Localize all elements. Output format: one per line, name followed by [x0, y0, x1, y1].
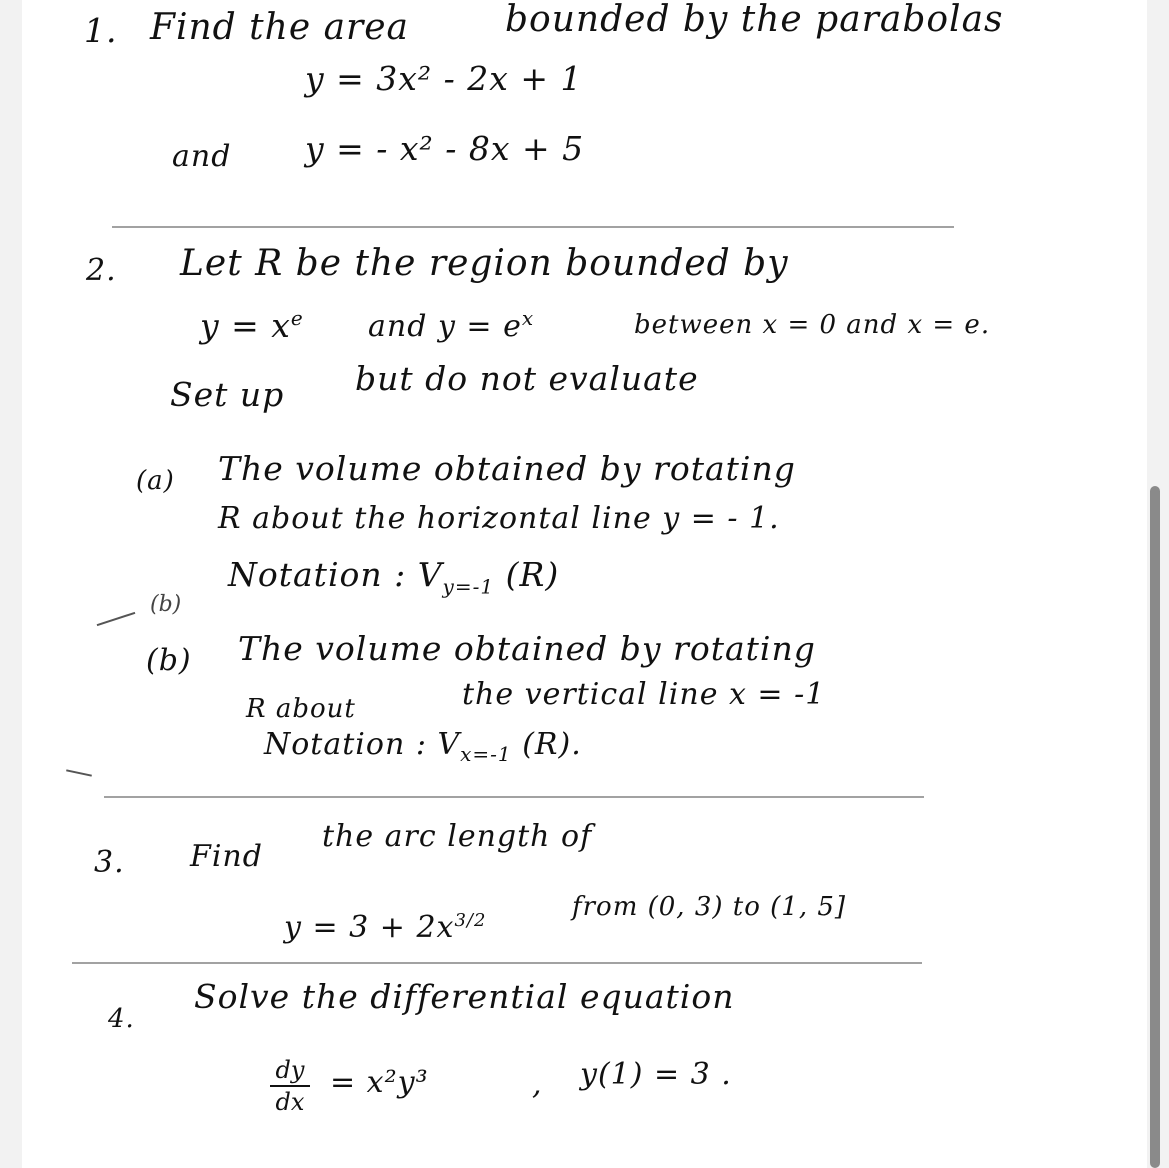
problem-3-equation: [284, 912, 486, 943]
problem-2-curve-1-base: y = x: [200, 306, 291, 345]
part-a-label: (a): [136, 466, 175, 496]
problem-2-line-1: Let R be the region bounded by: [180, 243, 789, 284]
separator-2: [104, 796, 924, 798]
part-b-line-2b: the vertical line x = -1: [462, 677, 826, 712]
problem-2-curve-2-base: and y = e: [368, 309, 522, 344]
part-a-line-2: R about the horizontal line y = - 1.: [218, 501, 780, 536]
problem-1-and: and: [172, 139, 232, 174]
problem-3-text-b: the arc length of: [322, 819, 593, 854]
stray-mark-label: (b): [150, 592, 182, 617]
problem-4-comma: ,: [532, 1067, 543, 1102]
problem-1-text-a: Find the area: [150, 7, 410, 48]
part-b-notation-label: Notation : V: [264, 727, 461, 762]
part-a-notation-label: Notation : V: [228, 555, 443, 594]
part-b-notation: [264, 727, 582, 766]
problem-2-curve-2-exponent: x: [521, 306, 535, 330]
part-a-notation-subscript: y=-1: [442, 574, 495, 599]
problem-4-initial-condition: y(1) = 3 .: [580, 1057, 732, 1092]
part-b-notation-subscript: x=-1: [460, 742, 512, 766]
derivative-fraction: [270, 1058, 310, 1114]
part-a-line-1: The volume obtained by rotating: [218, 449, 796, 488]
fraction-bar: [270, 1085, 310, 1087]
problem-3-text-a: Find: [190, 839, 263, 874]
problem-4-number: 4.: [108, 1004, 135, 1034]
problem-2-instruction: but do not evaluate: [355, 359, 699, 398]
problem-3-equation-exponent: 3/2: [454, 910, 487, 931]
problem-2-number: 2.: [86, 253, 117, 288]
problem-1-equation-1: y = 3x² - 2x + 1: [305, 59, 583, 98]
problem-2-curve-1: [200, 306, 304, 345]
problem-3-number: 3.: [94, 845, 125, 880]
part-b-line-2a: R about: [246, 694, 356, 724]
separator-1: [112, 226, 954, 228]
part-a-notation: [228, 555, 560, 599]
problem-2-set-up: Set up: [170, 375, 285, 414]
problem-2-bounds: between x = 0 and x = e.: [634, 310, 991, 340]
stray-pen-stroke-1: [97, 612, 136, 626]
problem-1-number: 1.: [84, 11, 118, 50]
derivative-numerator: dy: [275, 1056, 305, 1084]
problem-4-text: Solve the differential equation: [194, 977, 735, 1016]
problem-1-text-b: bounded by the parabolas: [505, 0, 1004, 40]
problem-3-range: from (0, 3) to (1, 5]: [572, 892, 847, 922]
problem-1-equation-2: y = - x² - 8x + 5: [305, 129, 585, 168]
derivative-denominator: dx: [275, 1088, 305, 1116]
problem-4-rhs: = x²y³: [330, 1065, 429, 1100]
separator-3: [72, 962, 922, 964]
scrollbar-thumb[interactable]: [1150, 486, 1160, 1168]
problem-2-curve-1-exponent: e: [290, 306, 304, 330]
left-margin: [0, 0, 22, 1168]
part-b-label: (b): [146, 643, 192, 678]
part-b-notation-region: (R).: [522, 727, 582, 762]
part-b-line-1: The volume obtained by rotating: [238, 629, 816, 668]
problem-3-equation-base: y = 3 + 2x: [284, 910, 455, 945]
problem-2-curve-2: [368, 308, 534, 342]
part-a-notation-region: (R): [505, 555, 560, 594]
stray-pen-stroke-2: [66, 769, 92, 776]
